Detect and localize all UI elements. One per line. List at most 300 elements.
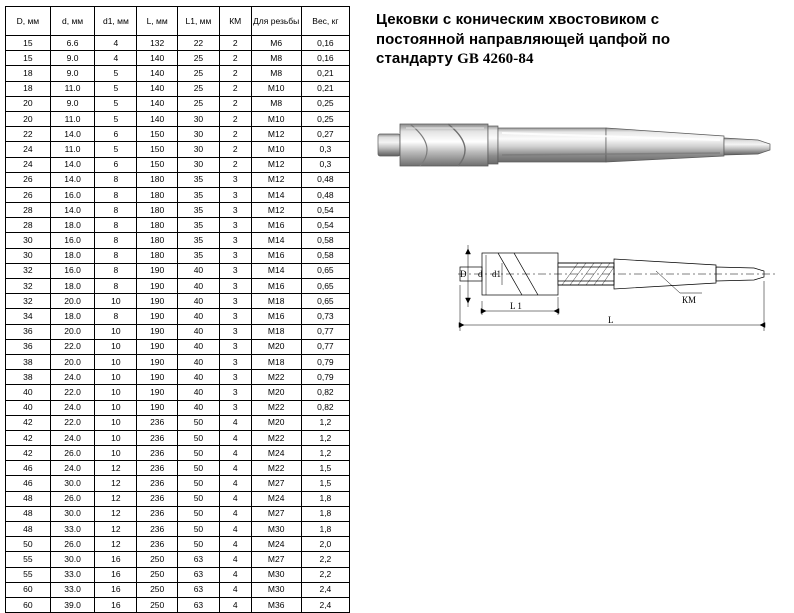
cell-KM: 3 — [219, 370, 251, 385]
cell-d1: 12 — [95, 461, 137, 476]
spec-table — [5, 6, 350, 613]
cell-D: 42 — [6, 446, 51, 461]
cell-L: 150 — [137, 127, 178, 142]
cell-D: 32 — [6, 294, 51, 309]
cell-thread: М8 — [251, 96, 301, 111]
cell-d1: 10 — [95, 354, 137, 369]
cell-d: 30.0 — [50, 552, 95, 567]
cell-d: 26.0 — [50, 446, 95, 461]
cell-d: 18.0 — [50, 218, 95, 233]
cell-L1: 50 — [177, 461, 219, 476]
cell-d: 20.0 — [50, 354, 95, 369]
cell-d1: 5 — [95, 81, 137, 96]
cell-weight: 0,58 — [301, 233, 349, 248]
cell-d1: 12 — [95, 476, 137, 491]
cell-weight: 0,65 — [301, 279, 349, 294]
dimension-label-d1: d1 — [492, 269, 501, 279]
cell-thread: М30 — [251, 522, 301, 537]
cell-L1: 63 — [177, 597, 219, 612]
cell-d: 18.0 — [50, 248, 95, 263]
cell-L: 190 — [137, 400, 178, 415]
cell-weight: 0,3 — [301, 142, 349, 157]
cell-D: 15 — [6, 51, 51, 66]
dimension-label-d: d — [478, 269, 483, 279]
cell-d: 16.0 — [50, 263, 95, 278]
cell-d: 33.0 — [50, 522, 95, 537]
cell-KM: 4 — [219, 582, 251, 597]
cell-L1: 40 — [177, 279, 219, 294]
cell-weight: 2,4 — [301, 582, 349, 597]
cell-d: 11.0 — [50, 142, 95, 157]
cell-L: 236 — [137, 430, 178, 445]
cell-L: 236 — [137, 537, 178, 552]
cell-L: 180 — [137, 233, 178, 248]
cell-D: 28 — [6, 203, 51, 218]
table-row — [6, 142, 350, 157]
cell-thread: М14 — [251, 233, 301, 248]
cell-d1: 12 — [95, 522, 137, 537]
table-row — [6, 263, 350, 278]
table-row — [6, 218, 350, 233]
cell-D: 48 — [6, 491, 51, 506]
table-row — [6, 248, 350, 263]
cell-L: 190 — [137, 294, 178, 309]
table-row — [6, 127, 350, 142]
cell-D: 24 — [6, 142, 51, 157]
cell-weight: 0,25 — [301, 111, 349, 126]
table-row — [6, 324, 350, 339]
cell-d: 11.0 — [50, 111, 95, 126]
cell-d1: 8 — [95, 187, 137, 202]
table-row — [6, 461, 350, 476]
cell-weight: 0,82 — [301, 385, 349, 400]
cell-thread: М8 — [251, 66, 301, 81]
cell-d1: 10 — [95, 370, 137, 385]
cell-D: 30 — [6, 233, 51, 248]
cell-L: 150 — [137, 142, 178, 157]
cell-d: 20.0 — [50, 324, 95, 339]
cell-d: 9.0 — [50, 96, 95, 111]
cell-d: 39.0 — [50, 597, 95, 612]
cell-weight: 0,65 — [301, 263, 349, 278]
cell-L: 250 — [137, 597, 178, 612]
cell-thread: М18 — [251, 324, 301, 339]
cell-L1: 22 — [177, 36, 219, 51]
cell-thread: М10 — [251, 81, 301, 96]
cell-d1: 10 — [95, 446, 137, 461]
cell-KM: 4 — [219, 430, 251, 445]
cell-L1: 25 — [177, 51, 219, 66]
cell-weight: 1,2 — [301, 415, 349, 430]
cell-L1: 50 — [177, 491, 219, 506]
cell-d1: 12 — [95, 491, 137, 506]
cell-d: 9.0 — [50, 66, 95, 81]
cell-KM: 4 — [219, 552, 251, 567]
cell-d: 24.0 — [50, 370, 95, 385]
cell-thread: М24 — [251, 491, 301, 506]
cell-d: 30.0 — [50, 506, 95, 521]
cell-d1: 10 — [95, 324, 137, 339]
cell-KM: 4 — [219, 506, 251, 521]
cell-weight: 0,16 — [301, 36, 349, 51]
cell-d: 18.0 — [50, 309, 95, 324]
cell-KM: 3 — [219, 400, 251, 415]
table-row — [6, 203, 350, 218]
cell-D: 55 — [6, 567, 51, 582]
cell-D: 42 — [6, 415, 51, 430]
cell-thread: М30 — [251, 582, 301, 597]
cell-weight: 0,77 — [301, 324, 349, 339]
column-header-d: d, мм — [50, 7, 95, 36]
table-row — [6, 522, 350, 537]
table-row — [6, 415, 350, 430]
cell-d1: 8 — [95, 218, 137, 233]
cell-weight: 0,48 — [301, 187, 349, 202]
cell-KM: 3 — [219, 354, 251, 369]
table-row — [6, 157, 350, 172]
cell-L1: 30 — [177, 157, 219, 172]
cell-weight: 0,16 — [301, 51, 349, 66]
cell-L: 150 — [137, 157, 178, 172]
cell-KM: 2 — [219, 111, 251, 126]
cell-thread: М24 — [251, 537, 301, 552]
cell-d: 14.0 — [50, 157, 95, 172]
column-header-thread: Для резьбы — [251, 7, 301, 36]
table-row — [6, 51, 350, 66]
cell-d: 16.0 — [50, 233, 95, 248]
cell-KM: 4 — [219, 476, 251, 491]
cell-weight: 1,2 — [301, 446, 349, 461]
cell-L: 236 — [137, 491, 178, 506]
cell-L: 140 — [137, 66, 178, 81]
cell-L: 190 — [137, 263, 178, 278]
cell-D: 20 — [6, 111, 51, 126]
cell-weight: 0,27 — [301, 127, 349, 142]
cell-D: 22 — [6, 127, 51, 142]
cell-L: 250 — [137, 582, 178, 597]
cell-L1: 40 — [177, 339, 219, 354]
cell-D: 26 — [6, 187, 51, 202]
column-header-d1: d1, мм — [95, 7, 137, 36]
cell-thread: М22 — [251, 370, 301, 385]
cell-d1: 6 — [95, 127, 137, 142]
cell-L1: 50 — [177, 476, 219, 491]
cell-weight: 0,82 — [301, 400, 349, 415]
cell-L: 180 — [137, 172, 178, 187]
cell-d1: 8 — [95, 279, 137, 294]
cell-thread: М12 — [251, 157, 301, 172]
table-row — [6, 400, 350, 415]
standard-code: GB 4260-84 — [457, 51, 534, 67]
cell-L: 180 — [137, 187, 178, 202]
table-row — [6, 567, 350, 582]
cell-thread: М12 — [251, 172, 301, 187]
cell-D: 48 — [6, 522, 51, 537]
cell-D: 32 — [6, 263, 51, 278]
cell-L1: 40 — [177, 385, 219, 400]
cell-d: 6.6 — [50, 36, 95, 51]
cell-thread: М20 — [251, 339, 301, 354]
table-row — [6, 279, 350, 294]
cell-KM: 2 — [219, 142, 251, 157]
cell-d1: 10 — [95, 430, 137, 445]
cell-d: 24.0 — [50, 430, 95, 445]
cell-thread: М20 — [251, 385, 301, 400]
cell-L1: 25 — [177, 96, 219, 111]
cell-L: 140 — [137, 111, 178, 126]
cell-L: 180 — [137, 248, 178, 263]
cell-D: 38 — [6, 354, 51, 369]
cell-d1: 8 — [95, 233, 137, 248]
cell-d: 30.0 — [50, 476, 95, 491]
technical-drawing — [458, 215, 788, 340]
cell-d: 9.0 — [50, 51, 95, 66]
cell-weight: 2,0 — [301, 537, 349, 552]
table-row — [6, 309, 350, 324]
cell-D: 34 — [6, 309, 51, 324]
cell-KM: 4 — [219, 461, 251, 476]
tool-photo — [376, 100, 788, 195]
cell-d: 24.0 — [50, 461, 95, 476]
cell-thread: М12 — [251, 127, 301, 142]
title-line-1: Цековки с коническим хвостовиком с — [376, 11, 660, 28]
cell-L: 236 — [137, 476, 178, 491]
column-header-D: D, мм — [6, 7, 51, 36]
cell-d1: 12 — [95, 506, 137, 521]
dimension-label-L: L — [608, 315, 614, 325]
cell-KM: 2 — [219, 127, 251, 142]
cell-D: 50 — [6, 537, 51, 552]
cell-d1: 10 — [95, 415, 137, 430]
cell-KM: 3 — [219, 324, 251, 339]
cell-weight: 1,5 — [301, 461, 349, 476]
cell-KM: 2 — [219, 66, 251, 81]
table-row — [6, 582, 350, 597]
cell-thread: М16 — [251, 279, 301, 294]
cell-thread: М12 — [251, 203, 301, 218]
cell-thread: М20 — [251, 415, 301, 430]
cell-D: 38 — [6, 370, 51, 385]
cell-thread: М8 — [251, 51, 301, 66]
table-row — [6, 552, 350, 567]
cell-d1: 8 — [95, 203, 137, 218]
cell-D: 42 — [6, 430, 51, 445]
table-header-row — [6, 7, 350, 36]
cell-d: 18.0 — [50, 279, 95, 294]
right-panel — [368, 0, 792, 600]
cell-L: 140 — [137, 51, 178, 66]
cell-d1: 4 — [95, 51, 137, 66]
cell-d1: 16 — [95, 582, 137, 597]
cell-d1: 12 — [95, 537, 137, 552]
cell-weight: 1,2 — [301, 430, 349, 445]
cell-d1: 5 — [95, 142, 137, 157]
title-line-3: стандарту — [376, 50, 458, 67]
cell-weight: 0,21 — [301, 66, 349, 81]
column-header-weight: Вес, кг — [301, 7, 349, 36]
spec-table-container — [5, 6, 350, 613]
cell-d1: 8 — [95, 172, 137, 187]
page-title — [376, 10, 786, 70]
table-row — [6, 430, 350, 445]
cell-L: 236 — [137, 522, 178, 537]
cell-D: 26 — [6, 172, 51, 187]
cell-weight: 2,4 — [301, 597, 349, 612]
cell-L: 190 — [137, 385, 178, 400]
cell-KM: 2 — [219, 157, 251, 172]
cell-D: 60 — [6, 582, 51, 597]
cell-L1: 63 — [177, 582, 219, 597]
cell-KM: 4 — [219, 446, 251, 461]
cell-d: 14.0 — [50, 127, 95, 142]
cell-L1: 50 — [177, 506, 219, 521]
cell-D: 36 — [6, 339, 51, 354]
cell-d: 14.0 — [50, 172, 95, 187]
cell-thread: М36 — [251, 597, 301, 612]
cell-weight: 2,2 — [301, 567, 349, 582]
cell-D: 18 — [6, 66, 51, 81]
cell-L: 250 — [137, 552, 178, 567]
cell-thread: М22 — [251, 400, 301, 415]
cell-L: 236 — [137, 415, 178, 430]
cell-KM: 3 — [219, 339, 251, 354]
table-body — [6, 36, 350, 613]
cell-D: 60 — [6, 597, 51, 612]
table-row — [6, 491, 350, 506]
cell-L1: 40 — [177, 370, 219, 385]
cell-L1: 35 — [177, 187, 219, 202]
cell-thread: М16 — [251, 218, 301, 233]
cell-L1: 50 — [177, 415, 219, 430]
cell-thread: М27 — [251, 506, 301, 521]
cell-weight: 0,73 — [301, 309, 349, 324]
cell-KM: 3 — [219, 248, 251, 263]
cell-KM: 2 — [219, 51, 251, 66]
cell-L: 190 — [137, 339, 178, 354]
cell-L1: 35 — [177, 203, 219, 218]
cell-L1: 35 — [177, 218, 219, 233]
cell-weight: 0,79 — [301, 370, 349, 385]
table-row — [6, 370, 350, 385]
cell-D: 32 — [6, 279, 51, 294]
cell-L: 236 — [137, 461, 178, 476]
cell-thread: М30 — [251, 567, 301, 582]
cell-d1: 8 — [95, 248, 137, 263]
cell-d: 26.0 — [50, 491, 95, 506]
cell-KM: 2 — [219, 81, 251, 96]
cell-L: 190 — [137, 324, 178, 339]
cell-d1: 8 — [95, 263, 137, 278]
cell-L1: 40 — [177, 324, 219, 339]
cell-D: 30 — [6, 248, 51, 263]
cell-KM: 3 — [219, 218, 251, 233]
table-row — [6, 385, 350, 400]
cell-thread: М18 — [251, 354, 301, 369]
title-line-2: постоянной направляющей цапфой по — [376, 30, 671, 48]
cell-d1: 10 — [95, 385, 137, 400]
cell-thread: М10 — [251, 111, 301, 126]
cell-KM: 2 — [219, 36, 251, 51]
cell-thread: М27 — [251, 476, 301, 491]
cell-KM: 3 — [219, 172, 251, 187]
cell-d1: 4 — [95, 36, 137, 51]
cell-L1: 35 — [177, 233, 219, 248]
table-row — [6, 446, 350, 461]
table-row — [6, 354, 350, 369]
cell-weight: 0,65 — [301, 294, 349, 309]
cell-L: 132 — [137, 36, 178, 51]
cell-L1: 50 — [177, 446, 219, 461]
cell-thread: М22 — [251, 461, 301, 476]
table-row — [6, 187, 350, 202]
cell-L: 180 — [137, 218, 178, 233]
table-row — [6, 36, 350, 51]
cell-thread: М10 — [251, 142, 301, 157]
cell-weight: 1,8 — [301, 522, 349, 537]
cell-d: 24.0 — [50, 400, 95, 415]
cell-KM: 3 — [219, 279, 251, 294]
cell-L: 236 — [137, 506, 178, 521]
cell-KM: 4 — [219, 491, 251, 506]
cell-thread: М16 — [251, 248, 301, 263]
cell-L1: 40 — [177, 263, 219, 278]
cell-thread: М16 — [251, 309, 301, 324]
cell-KM: 4 — [219, 567, 251, 582]
cell-L1: 25 — [177, 81, 219, 96]
table-row — [6, 66, 350, 81]
cell-weight: 1,8 — [301, 506, 349, 521]
table-row — [6, 506, 350, 521]
cell-thread: М24 — [251, 446, 301, 461]
cell-D: 24 — [6, 157, 51, 172]
dimension-label-D: D — [460, 269, 467, 279]
cell-D: 36 — [6, 324, 51, 339]
cell-d1: 10 — [95, 339, 137, 354]
cell-L1: 40 — [177, 400, 219, 415]
cell-L1: 63 — [177, 552, 219, 567]
cell-d1: 16 — [95, 552, 137, 567]
cell-weight: 0,79 — [301, 354, 349, 369]
cell-KM: 4 — [219, 597, 251, 612]
cell-L1: 40 — [177, 354, 219, 369]
cell-KM: 3 — [219, 385, 251, 400]
table-row — [6, 81, 350, 96]
cell-D: 40 — [6, 400, 51, 415]
table-row — [6, 476, 350, 491]
dimension-label-L1: L 1 — [510, 301, 522, 311]
cell-L: 140 — [137, 96, 178, 111]
table-row — [6, 111, 350, 126]
cell-d1: 5 — [95, 66, 137, 81]
cell-weight: 0,54 — [301, 218, 349, 233]
cell-d: 22.0 — [50, 339, 95, 354]
cell-d1: 6 — [95, 157, 137, 172]
cell-thread: М27 — [251, 552, 301, 567]
cell-KM: 3 — [219, 187, 251, 202]
cell-L: 250 — [137, 567, 178, 582]
cell-L1: 25 — [177, 66, 219, 81]
cell-d: 16.0 — [50, 187, 95, 202]
table-header — [6, 7, 350, 36]
cell-weight: 0,54 — [301, 203, 349, 218]
cell-weight: 0,58 — [301, 248, 349, 263]
cell-L1: 30 — [177, 111, 219, 126]
cell-KM: 3 — [219, 294, 251, 309]
cell-KM: 4 — [219, 522, 251, 537]
cell-d: 33.0 — [50, 567, 95, 582]
table-row — [6, 294, 350, 309]
cell-d: 26.0 — [50, 537, 95, 552]
